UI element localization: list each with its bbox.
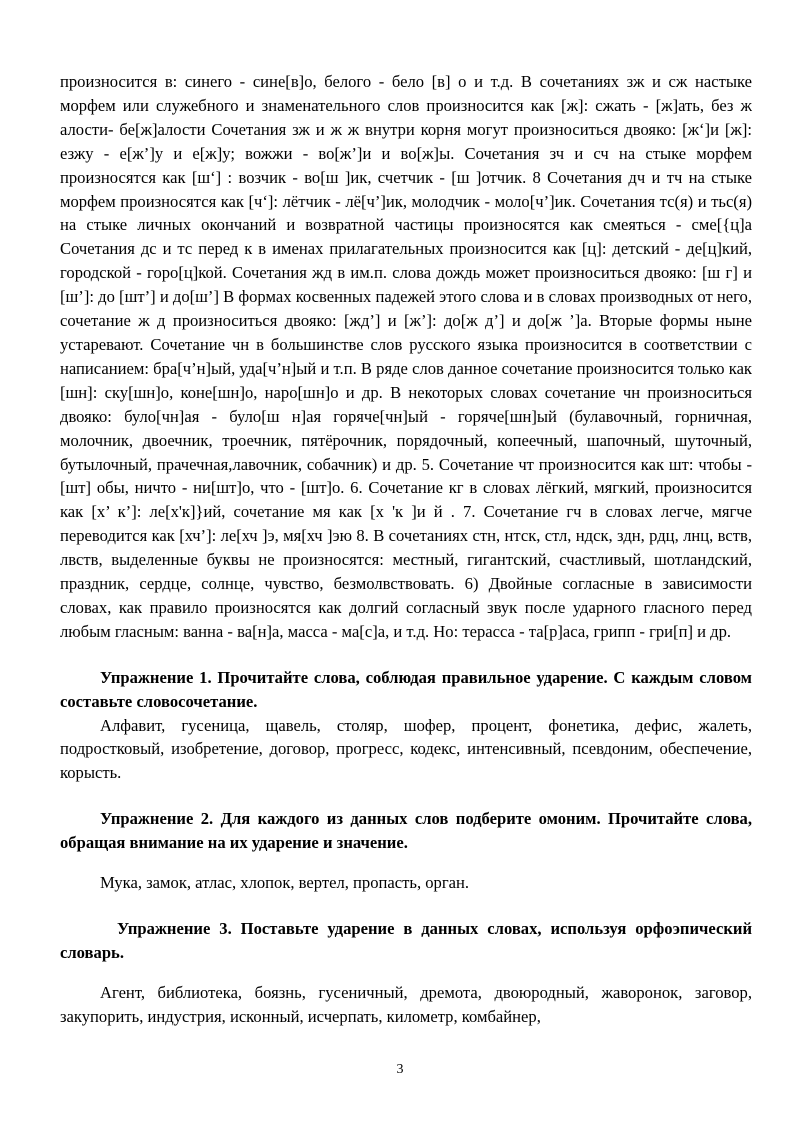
document-page (60, 70, 752, 1029)
exercise-1 (60, 666, 752, 786)
page-number: 3 (396, 1062, 404, 1077)
spacer (60, 855, 752, 871)
exercise-3-content: Агент, библиотека, боязнь, гусеничный, дремота, двоюродный, жаворонок, заговор, закупорить, индустрия, исконный, исчерпать, километр, комбайнер, (60, 982, 752, 1026)
spacer (60, 965, 752, 981)
spacer (60, 644, 752, 666)
exercise-1-heading: Упражнение 1. Прочитайте слова, соблюдая правильное ударение. С каждым словом составьте словосочетание. (60, 667, 752, 711)
body-paragraph: произносится в: синего - сине[в]о, белого - бело [в] о и т.д. В сочетаниях зж и сж настыке морфем или служебного и знаменательного слов произносится как [ж]: сжать - [ж]ать, без ж алости- бе[ж]алости Сочетания зж и ж ж внутри корня могут произноситься двояко: [ж‘]и [ж]: езжу - е[ж’]у и е[ж]у; вожжи - во[ж’]и и во[ж]ы. Сочетания зч и сч на стыке морфем произносятся как [ш‘] : возчик - во[ш ]ик, счетчик - [ш ]отчик. 8 Сочетания дч и тч на стыке морфем произносятся как [ч‘]: лётчик - лё[ч’]ик, молодчик - моло[ч’]ик. Сочетания тс(я) и тьс(я) на стыке личных окончаний и возвратной частицы произносятся как смеяться - сме[{ц]а Сочетания дс и тс перед к в именах прилагательных произносится как [ц]: детский - де[ц]кий, городской - горо[ц]кой. Сочетания жд в им.п. слова дождь может произноситься двояко: [ш г] и [ш’]: до [шт’] и до[ш’] В формах косвенных падежей этого слова и в словах производных от него, сочетание ж д произноситься двояко: [жд’] и [ж’]: до[ж д’] и до[ж ’]а. Вторые формы ныне устаревают. Сочетание чн в большинстве слов русского языка произносится в соответствии с написанием: бра[ч’н]ый, уда[ч’н]ый и т.п. В ряде слов данное сочетание произносится только как [шн]: ску[шн]о, коне[шн]о, наро[шн]о и др. В некоторых словах сочетание чн произноситься двояко: було[чн]ая - було[ш н]ая горяче[чн]ый - горяче[шн]ый (булавочный, горничная, молочник, двоечник, троечник, пятёрочник, порядочный, копеечный, шапочный, шуточный, бутылочный, прачечная,лавочник, собачник) и др. 5. Сочетание чт произносится как шт: чтобы - [шт] обы, ничто - ни[шт]о, что - [шт]о. 6. Сочетание кг в словах лёгкий, мягкий, произносится как [х’ к’]: ле[х'к]}ий, сочетание мя как [х 'к ]и й . 7. Сочетание гч в словах легче, мягче переводится как [хч’]: ле[хч ]э, мя[хч ]эю 8. В сочетаниях стн, нтск, стл, ндск, здн, рдц, лнц, вств, лвств, выделенные буквы не произносятся: местный, гигантский, счастливый, шотландский, праздник, сердце, солнце, чувство, безмолвствовать. 6) Двойные согласные в зависимости словах, как правило произносятся как долгий согласный звук после ударного гласного перед любым гласным: ванна - ва[н]а, масса - ма[с]а, и т.д. Но: терасса - та[р]аса, грипп - гри[п] и др. (60, 72, 752, 641)
exercise-3 (60, 917, 752, 1029)
exercise-2-content: Мука, замок, атлас, хлопок, вертел, пропасть, орган. (100, 873, 470, 893)
exercise-2-heading: Упражнение 2. Для каждого из данных слов подберите омоним. Прочитайте слова, обращая внимание на их ударение и значение. (60, 809, 752, 853)
spacer (60, 895, 752, 917)
exercise-1-content: Алфавит, гусеница, щавель, столяр, шофер, процент, фонетика, дефис, жалеть, подростковый, изобретение, договор, прогресс, кодекс, интенсивный, псевдоним, обеспечение, корысть. (60, 715, 752, 783)
exercise-2 (60, 807, 752, 895)
spacer (60, 785, 752, 807)
exercise-3-heading: Упражнение 3. Поставьте ударение в данных словах, используя орфоэпический словарь. (60, 919, 752, 962)
